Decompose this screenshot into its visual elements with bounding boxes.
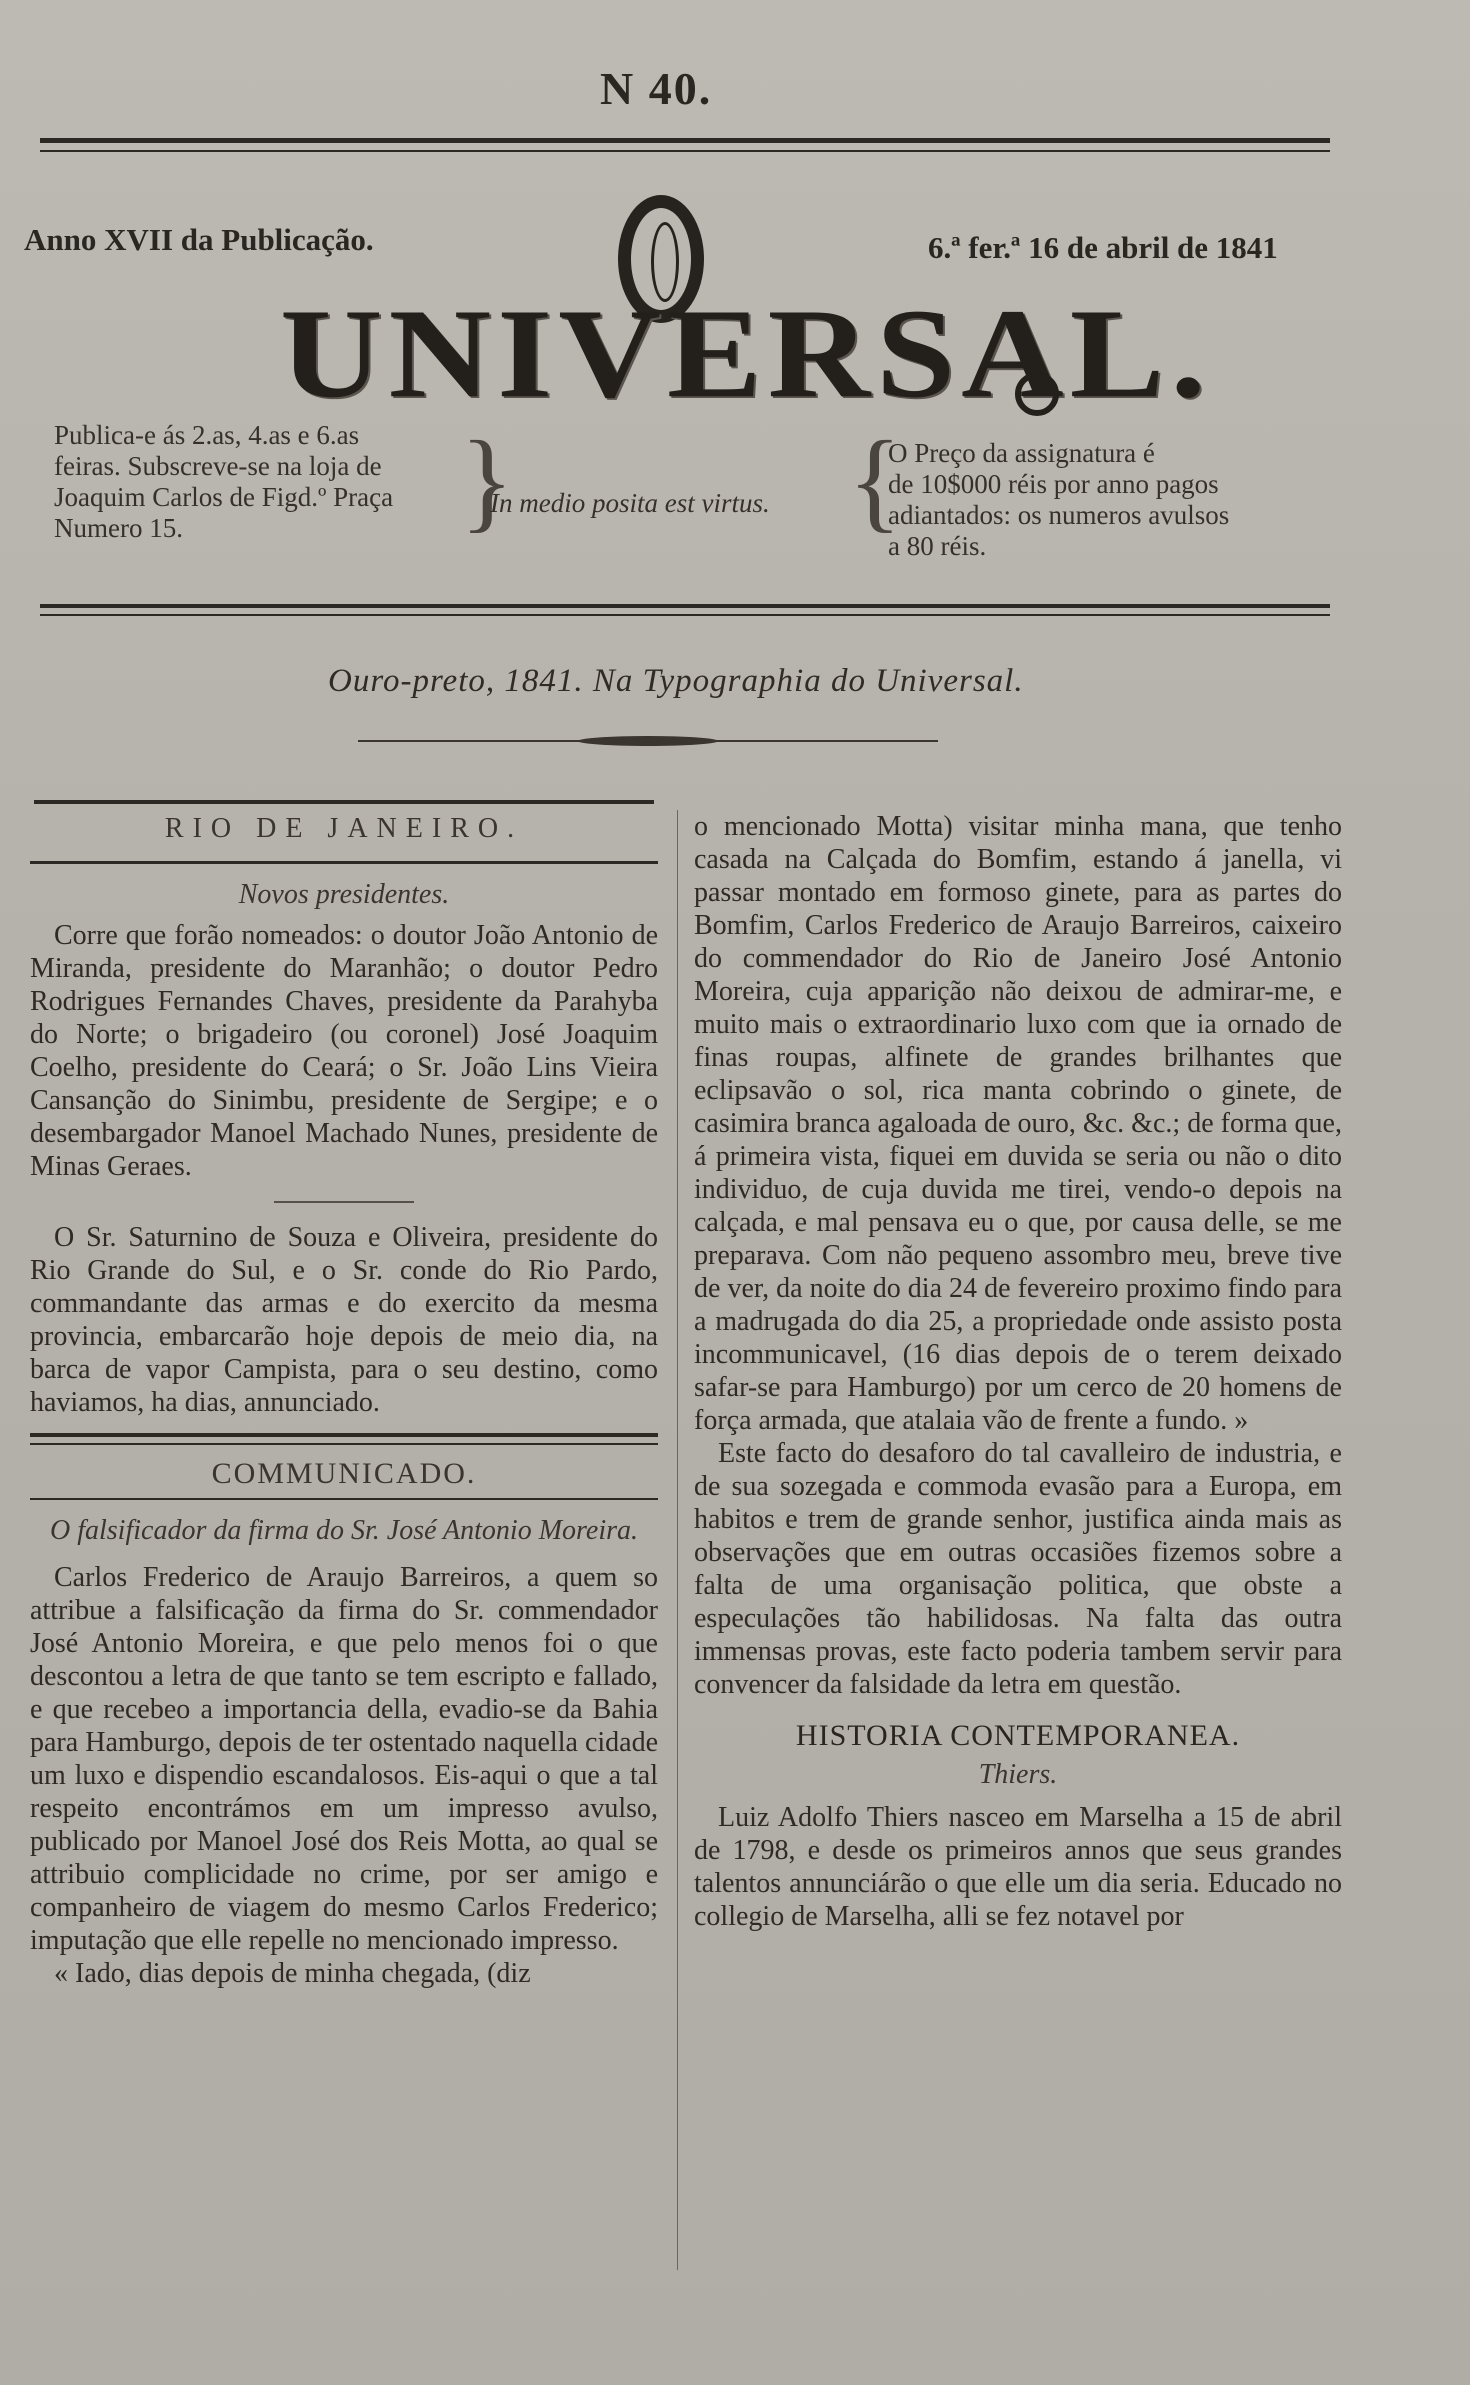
masthead-title: UNIVERSAL.	[280, 281, 1212, 425]
paragraph-facto: Este facto do desaforo do tal cavalleiro de industria, e de sua sozegada e commoda evasão para a Europa, em habitos e trem de grande senhor, justifica ainda mais as observações que em outras occasiões fizemos sobre a falta de uma organisação politica, que obste a especulações tão habilidosas. Na falta das outra immensas provas, este facto poderia tambem servir para convencer da falsidade da letra em questão.	[694, 1438, 1342, 1700]
issue-number: N 40.	[600, 63, 713, 114]
imprint: Ouro-preto, 1841. Na Typographia do Universal.	[328, 663, 1024, 699]
publication-line: feiras. Subscreve-se na loja de	[54, 451, 382, 481]
issue-date: 6.ª fer.ª 16 de abril de 1841	[928, 230, 1278, 265]
paragraph-falsificador: Carlos Frederico de Araujo Barreiros, a quem so attribue a falsificação da firma do Sr. commendador José Antonio Moreira, e que pelo menos foi o que descontou a letra de que tanto se tem escripto e fallado, e que recebeo a importancia della, evadio-se da Bahia para Hamburgo, depois de ter ostentado naquella cidade um luxo e dispendio escandalosos. Eis-aqui o que a tal respeito encontrámos em um impresso avulso, publicado por Manoel José dos Reis Motta, ao qual se attribuio complicidade no crime, por ser amigo e companheiro de viagem do mesmo Carlos Frederico; imputação que elle repelle no mencionado impresso.	[30, 1562, 658, 1956]
header-rule-thin	[40, 614, 1330, 616]
paragraph-motta-quote: o mencionado Motta) visitar minha mana, que tenho casada na Calçada do Bomfim, estando á janella, vi passar montado em formoso ginete, para as partes do Bomfim, Carlos Frederico de Araujo Barreiros, caixeiro do commendador do Rio de Janeiro José Antonio Moreira, cuja apparição não deixou de admirar-me, e muito mais o extraordinario luxo com que ia ornado de finas roupas, alfinete de grandes brilhantes que eclipsavão o sol, rica manta cobrindo o ginete, de casimira branca agaloada de ouro, &c. &c.; de forma que, á primeira vista, fiquei em duvida se seria ou não o dito individuo, de cuja duvida me tirei, vendo-o depois na calçada, e mal pensava eu o que, por causa delle, se me preparava. Com não pequeno assombro meu, breve tive de ver, da noite do dia 24 de fevereiro proximo findo para a madrugada do dia 25, a propriedade onde assisto posta incommunicavel, (16 dias depois de o terem deixado safar-se para Hamburgo) por um cerco de 20 homens de força armada, que atalaia vão de frente a fundo. »	[694, 811, 1342, 1436]
publication-line: Joaquim Carlos de Figd.º Praça	[54, 482, 394, 512]
communicado-subtitle: O falsificador da firma do Sr. José Antonio Moreira.	[50, 1515, 638, 1546]
paragraph-thiers: Luiz Adolfo Thiers nasceo em Marselha a 15 de abril de 1798, e desde os primeiros annos que seus grandes talentos annunciárão o que elle um dia seria. Educado no collegio de Marselha, alli se fez notavel por	[694, 1802, 1342, 1932]
section-subtitle: Novos presidentes.	[238, 879, 450, 910]
price-line: a 80 réis.	[888, 531, 987, 561]
left-col-rule	[34, 800, 654, 804]
right-brace: {	[848, 419, 902, 543]
motto: In medio posita est virtus.	[490, 488, 770, 518]
historia-title: HISTORIA CONTEMPORANEA.	[795, 1719, 1241, 1752]
price-line: O Preço da assignatura é	[888, 438, 1155, 468]
communicado-title: COMMUNICADO.	[211, 1457, 477, 1490]
publication-line: Publica-e ás 2.as, 4.as e 6.as	[54, 420, 360, 450]
left-column	[30, 812, 658, 1990]
publication-line: Numero 15.	[54, 513, 183, 543]
publication-year: Anno XVII da Publicação.	[24, 222, 374, 257]
header-rule	[40, 604, 1330, 608]
column-separator	[677, 810, 678, 2270]
paragraph-saturnino: O Sr. Saturnino de Souza e Oliveira, presidente do Rio Grande do Sul, e o Sr. conde do Rio Pardo, commandante das armas e do exercito da mesma provincia, embarcarão hoje depois de meio dia, na barca de vapor Campista, para o seu destino, como haviamos, ha dias, annunciado.	[30, 1222, 658, 1418]
historia-subtitle: Thiers.	[978, 1759, 1058, 1790]
paragraph-quote-start: « Iado, dias depois de minha chegada, (diz	[54, 1958, 531, 1989]
price-line: de 10$000 réis por anno pagos	[888, 469, 1219, 499]
divider-ornament	[358, 735, 938, 747]
price-line: adiantados: os numeros avulsos	[888, 500, 1230, 530]
section-title: RIO DE JANEIRO.	[164, 813, 524, 844]
small-divider	[274, 1201, 414, 1203]
paragraph-presidentes: Corre que forão nomeados: o doutor João Antonio de Miranda, presidente do Maranhão; o doutor Pedro Rodrigues Fernandes Chaves, presidente da Parahyba do Norte; o brigadeiro (ou coronel) José Joaquim Coelho, presidente do Ceará; o Sr. João Lins Vieira Cansanção do Sinimbu, presidente de Sergipe; e o desembargador Manoel Machado Nunes, presidente de Minas Geraes.	[30, 920, 658, 1182]
top-rule	[40, 138, 1330, 143]
left-brace: }	[460, 419, 514, 543]
masthead-ornament-dot	[1015, 372, 1059, 416]
top-rule-thin	[40, 150, 1330, 152]
subscription-price	[888, 438, 1308, 562]
publication-info	[54, 420, 484, 544]
right-column	[694, 810, 1342, 1933]
